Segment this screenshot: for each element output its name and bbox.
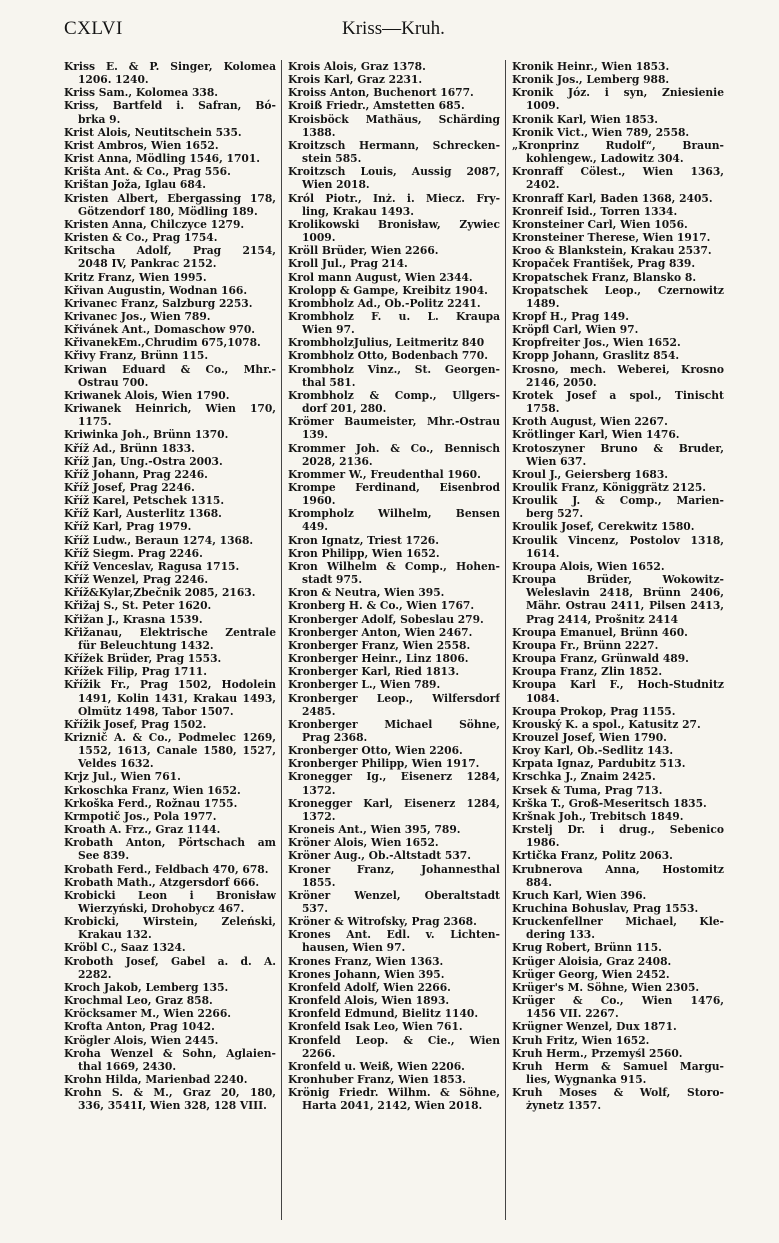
entry-continuation-line: Wien 637. [526, 454, 587, 468]
directory-entry-line: Kroupa Prokop, Prag 1155. [512, 704, 676, 718]
directory-entry-line: Krobicki, Wirstein, Zeleński, [64, 915, 276, 929]
directory-entry-line: Krug Robert, Brünn 115. [512, 941, 662, 955]
column-divider [281, 60, 282, 1220]
directory-entry-line: Kronegger Karl, Eisenerz 1284, [288, 796, 500, 810]
directory-entry-line: Kronberger Anton, Wien 2467. [288, 625, 473, 639]
directory-entry-line: Krofta Anton, Prag 1042. [64, 1020, 215, 1034]
directory-entry-line: Kříž Ludw., Beraun 1274, 1368. [64, 533, 254, 547]
directory-entry-line: Krist Alois, Neutitschein 535. [64, 125, 242, 139]
directory-entry-line: Křížik Josef, Prag 1502. [64, 717, 207, 731]
directory-entry-line: Kriwanek Alois, Wien 1790. [64, 388, 230, 402]
entry-continuation-line: Wien 2018. [302, 178, 370, 192]
directory-entry-line: Kroulik Franz, Königgrätz 2125. [512, 481, 707, 494]
entry-continuation-line: See 839. [78, 849, 130, 863]
directory-entry-line: Kříž Siegm. Prag 2246. [64, 546, 203, 560]
directory-entry-line: Kron & Neutra, Wien 395. [288, 586, 445, 600]
directory-entry-line: Kroha Wenzel & Sohn, Aglaien- [64, 1046, 276, 1060]
column-3 [512, 60, 724, 1220]
directory-entry-line: Krobath Ferd., Feldbach 470, 678. [64, 862, 269, 876]
directory-entry-line: Kroupa Emanuel, Brünn 460. [512, 625, 688, 639]
directory-entry-line: Krpata Ignaz, Pardubitz 513. [512, 757, 686, 771]
directory-columns [64, 60, 739, 1220]
directory-entry-line: Kroner Franz, Johannesthal [288, 862, 500, 876]
page-header [64, 18, 734, 44]
directory-entry-line: Kříž Karel, Petschek 1315. [64, 494, 225, 508]
directory-entry-line: Kronberger Karl, Ried 1813. [288, 665, 460, 679]
directory-entry-line: Kron Wilhelm & Comp., Hohen- [288, 559, 500, 573]
entry-continuation-line: 1855. [302, 875, 336, 889]
directory-entry-line: Křivan Augustin, Wodnan 166. [64, 283, 248, 297]
directory-entry-line: Kronsteiner Therese, Wien 1917. [512, 231, 711, 245]
entry-continuation-line: brka 9. [78, 112, 121, 126]
directory-entry-line: Krist Ambros, Wien 1652. [64, 138, 219, 152]
entry-continuation-line: 1986. [526, 836, 560, 850]
directory-entry-line: Krohn S. & M., Graz 20, 180, [64, 1086, 276, 1100]
directory-entry-line: Kronik Józ. i syn, Zniesienie [512, 86, 724, 100]
directory-entry-line: Krötlinger Karl, Wien 1476. [512, 428, 680, 442]
directory-entry-line: Kröbl C., Saaz 1324. [64, 941, 186, 955]
directory-entry-line: KrombholzJulius, Leitmeritz 840 [288, 336, 485, 350]
entry-continuation-line: dorf 201, 280. [302, 402, 387, 416]
entry-continuation-line: ling, Krakau 1493. [302, 204, 414, 218]
directory-entry-line: Kruh Herm., Przemyśl 2560. [512, 1046, 683, 1060]
directory-entry-line: Krois Karl, Graz 2231. [288, 73, 423, 87]
entry-continuation-line: 1552, 1613, Canale 1580, 1527, [78, 744, 276, 758]
directory-entry-line: Krones Johann, Wien 395. [288, 967, 445, 981]
directory-entry-line: Krivanec Franz, Salzburg 2253. [64, 296, 253, 310]
directory-entry-line: Kronik Karl, Wien 1853. [512, 112, 658, 126]
entry-continuation-line: 1009. [302, 231, 336, 245]
directory-entry-line: Kronberger L., Wien 789. [288, 678, 441, 692]
directory-entry-line: Kronik Jos., Lemberg 988. [512, 73, 670, 87]
directory-entry-line: Krotek Josef a spol., Tinischt [512, 388, 724, 402]
entry-continuation-line: 1009. [526, 99, 560, 113]
directory-entry-line: Kronberger Leop., Wilfersdorf [288, 691, 500, 705]
entry-continuation-line: 1372. [302, 809, 336, 823]
directory-entry-line: Kropfreiter Jos., Wien 1652. [512, 336, 681, 350]
directory-entry-line: Kriwinka Joh., Brünn 1370. [64, 428, 229, 442]
entry-continuation-line: 1491, Kolin 1431, Krakau 1493, [78, 691, 276, 705]
directory-entry-line: Krömer Baumeister, Mhr.-Ostrau [288, 415, 500, 429]
directory-entry-line: Krsek & Tuma, Prag 713. [512, 783, 663, 797]
entry-continuation-line: Prag 2368. [302, 730, 368, 744]
directory-entry-line: Křižaj S., St. Peter 1620. [64, 599, 212, 613]
entry-continuation-line: Götzendorf 180, Mödling 189. [78, 204, 258, 218]
entry-continuation-line: Weleslavin 2418, Brünn 2406, [526, 586, 724, 600]
directory-entry-line: Kronfeld Adolf, Wien 2266. [288, 980, 451, 994]
entry-continuation-line: 2402. [526, 178, 560, 192]
directory-entry-line: Kroupa Fr., Brünn 2227. [512, 638, 659, 652]
directory-entry-line: Kriwanek Heinrich, Wien 170, [64, 402, 276, 416]
directory-entry-line: Krška T., Groß-Meseritsch 1835. [512, 796, 707, 810]
directory-entry-line: Kronsteiner Carl, Wien 1056. [512, 217, 688, 231]
entry-continuation-line: dering 133. [526, 928, 595, 942]
directory-entry-line: Kronberger Michael Söhne, [288, 717, 500, 731]
entry-continuation-line: stadt 975. [302, 573, 363, 587]
directory-entry-line: „Kronprinz Rudolf“, Braun- [512, 138, 724, 152]
directory-entry-line: Kruchina Bohuslav, Prag 1553. [512, 902, 699, 915]
directory-entry-line: Kronfeld Isak Leo, Wien 761. [288, 1020, 463, 1034]
directory-entry-line: Krišta Ant. & Co., Prag 556. [64, 165, 231, 179]
directory-entry-line: Krombholz Vinz., St. Georgen- [288, 362, 500, 376]
directory-entry-line: Kronhuber Franz, Wien 1853. [288, 1073, 466, 1087]
directory-entry-line: Krüger's M. Söhne, Wien 2305. [512, 980, 700, 994]
directory-entry-line: Kronraff Cölest., Wien 1363, [512, 165, 724, 179]
entry-continuation-line: 2146, 2050. [526, 375, 597, 389]
directory-entry-line: Krouzel Josef, Wien 1790. [512, 730, 667, 744]
entry-continuation-line: 1758. [526, 402, 560, 416]
directory-entry-line: Krolikowski Bronisław, Zywiec [288, 217, 500, 231]
directory-entry-line: Kropatschek Leop., Czernowitz [512, 283, 724, 297]
entry-continuation-line: 449. [302, 520, 329, 534]
entry-continuation-line: 537. [302, 902, 329, 915]
directory-entry-line: Křížik Fr., Prag 1502, Hodolein [64, 678, 276, 692]
directory-entry-line: Kronreif Isid., Torren 1334. [512, 204, 678, 218]
directory-entry-line: Kroath A. Frz., Graz 1144. [64, 823, 221, 837]
entry-continuation-line: Ostrau 700. [78, 375, 149, 389]
directory-entry-line: Krompe Ferdinand, Eisenbrod [288, 481, 500, 494]
directory-entry-line: Kronik Vict., Wien 789, 2558. [512, 125, 690, 139]
directory-entry-line: Król Piotr., Inż. i. Miecz. Fry- [288, 191, 500, 205]
directory-entry-line: Krjz Jul., Wien 761. [64, 770, 181, 784]
directory-entry-line: KřivanekEm.,Chrudim 675,1078. [64, 336, 261, 350]
entry-continuation-line: 2282. [78, 967, 112, 981]
directory-entry-line: Kříž Karl, Prag 1979. [64, 520, 192, 534]
directory-entry-line: Kříž Karl, Austerlitz 1368. [64, 507, 222, 521]
column-2 [288, 60, 500, 1220]
directory-entry-line: Krombholz & Comp., Ullgers- [288, 388, 500, 402]
directory-entry-line: Křižan J., Krasna 1539. [64, 612, 203, 626]
directory-entry-line: Krištan Joža, Iglau 684. [64, 178, 206, 192]
directory-entry-line: Kruckenfellner Michael, Kle- [512, 915, 724, 929]
column-divider [505, 60, 506, 1220]
entry-continuation-line: 1206. 1240. [78, 73, 149, 87]
directory-entry-line: Krivanec Jos., Wien 789. [64, 309, 211, 323]
directory-entry-line: Krouský K. a spol., Katusitz 27. [512, 717, 701, 731]
directory-entry-line: Kroiß Friedr., Amstetten 685. [288, 99, 465, 113]
directory-entry-line: Kroth August, Wien 2267. [512, 415, 668, 429]
directory-entry-line: Kropf H., Prag 149. [512, 309, 629, 323]
directory-entry-line: Kruch Karl, Wien 396. [512, 888, 647, 902]
directory-entry-line: Kroch Jakob, Lemberg 135. [64, 980, 229, 994]
directory-entry-line: Křižanau, Elektrische Zentrale [64, 625, 276, 639]
entry-continuation-line: 1614. [526, 546, 560, 560]
page-number: CXLVI [64, 18, 123, 39]
entry-continuation-line: Wien 97. [302, 323, 355, 337]
directory-entry-line: Kronfeld Edmund, Bielitz 1140. [288, 1007, 479, 1021]
running-head: Kriss—Kruh. [342, 18, 445, 39]
directory-entry-line: Krkoška Ferd., Rožnau 1755. [64, 796, 238, 810]
entry-continuation-line: 1175. [78, 415, 112, 429]
directory-entry-line: Kroiss Anton, Buchenort 1677. [288, 86, 474, 100]
directory-entry-line: Krobath Math., Atzgersdorf 666. [64, 875, 260, 889]
directory-entry-line: Krochmal Leo, Graz 858. [64, 994, 213, 1008]
directory-entry-line: Kruh Herm & Samuel Margu- [512, 1059, 724, 1073]
directory-entry-line: Krombholz Ad., Ob.-Politz 2241. [288, 296, 481, 310]
directory-entry-line: Kroupa Franz, Grünwald 489. [512, 652, 689, 666]
directory-entry-line: Krkoschka Franz, Wien 1652. [64, 783, 241, 797]
directory-entry-line: Kříž Josef, Prag 2246. [64, 481, 195, 494]
directory-entry-line: Kröner Wenzel, Oberaltstadt [288, 888, 500, 902]
entry-continuation-line: kohlengew., Ladowitz 304. [526, 152, 684, 166]
entry-continuation-line: thal 581. [302, 375, 356, 389]
directory-entry-line: Krommer Joh. & Co., Bennisch [288, 441, 500, 455]
directory-entry-line: Křivy Franz, Brünn 115. [64, 349, 209, 363]
directory-entry-line: Kroy Karl, Ob.-Sedlitz 143. [512, 744, 674, 758]
directory-entry-line: Krones Ant. Edl. v. Lichten- [288, 928, 500, 942]
directory-entry-line: Krombholz F. u. L. Kraupa [288, 309, 500, 323]
directory-entry-line: Krobicki Leon i Bronisław [64, 888, 276, 902]
directory-entry-line: Krtička Franz, Politz 2063. [512, 849, 673, 863]
directory-entry-line: Kříž&Kylar,Zbečnik 2085, 2163. [64, 586, 256, 600]
directory-entry-line: Krmpotič Jos., Pola 1977. [64, 809, 217, 823]
directory-entry-line: Kröner & Witrofsky, Prag 2368. [288, 915, 477, 929]
entry-continuation-line: thal 1669, 2430. [78, 1059, 177, 1073]
directory-entry-line: Kronberger Adolf, Sobeslau 279. [288, 612, 484, 626]
directory-entry-line: Křivánek Ant., Domaschow 970. [64, 323, 255, 337]
directory-entry-line: Kron Philipp, Wien 1652. [288, 546, 440, 560]
entry-continuation-line: 884. [526, 875, 553, 889]
directory-entry-line: Kröner Aug., Ob.-Altstadt 537. [288, 849, 471, 863]
column-1 [64, 60, 276, 1220]
directory-entry-line: Kroupa Karl F., Hoch-Studnitz [512, 678, 724, 692]
directory-entry-line: Kroo & Blankstein, Krakau 2537. [512, 244, 712, 258]
directory-entry-line: Křížek Filip, Prag 1711. [64, 665, 207, 679]
directory-entry-line: Kröcksamer M., Wien 2266. [64, 1007, 231, 1021]
entry-continuation-line: stein 585. [302, 152, 362, 166]
directory-entry-line: Kröpfl Carl, Wien 97. [512, 323, 639, 337]
directory-entry-line: Kroitzsch Louis, Aussig 2087, [288, 165, 500, 179]
directory-entry-line: Krommer W., Freudenthal 1960. [288, 467, 481, 481]
directory-entry-line: Kronfeld u. Weiß, Wien 2206. [288, 1059, 465, 1073]
entry-continuation-line: żynetz 1357. [526, 1099, 602, 1113]
directory-entry-line: Kronberg H. & Co., Wien 1767. [288, 599, 475, 613]
directory-entry-line: Kröll Brüder, Wien 2266. [288, 244, 439, 258]
directory-entry-line: Kriznič A. & Co., Podmelec 1269, [64, 730, 276, 744]
directory-entry-line: Kruh Moses & Wolf, Storo- [512, 1086, 724, 1100]
entry-continuation-line: Olmütz 1498, Tabor 1507. [78, 704, 234, 718]
entry-continuation-line: für Beleuchtung 1432. [78, 638, 214, 652]
directory-entry-line: Kronberger Heinr., Linz 1806. [288, 652, 469, 666]
directory-entry-line: Krögler Alois, Wien 2445. [64, 1033, 219, 1047]
entry-continuation-line: 336, 3541I, Wien 328, 128 VIII. [78, 1099, 267, 1113]
directory-entry-line: Kröner Alois, Wien 1652. [288, 836, 439, 850]
entry-continuation-line: Krakau 132. [78, 928, 152, 942]
directory-entry-line: Kropatschek Franz, Blansko 8. [512, 270, 697, 284]
directory-entry-line: Kristen Anna, Chilczyce 1279. [64, 217, 245, 231]
directory-entry-line: Kříž Wenzel, Prag 2246. [64, 573, 209, 587]
directory-entry-line: Kroll Jul., Prag 214. [288, 257, 408, 271]
directory-entry-line: Kronraff Karl, Baden 1368, 2405. [512, 191, 713, 205]
entry-continuation-line: Wierzyński, Drohobycz 467. [78, 902, 245, 915]
entry-continuation-line: 1456 VII. 2267. [526, 1007, 619, 1021]
directory-entry-line: Kroitzsch Hermann, Schrecken- [288, 138, 500, 152]
directory-entry-line: Krist Anna, Mödling 1546, 1701. [64, 152, 261, 166]
directory-entry-line: Kronik Heinr., Wien 1853. [512, 60, 670, 73]
directory-entry-line: Kříž Jan, Ung.-Ostra 2003. [64, 454, 223, 468]
directory-entry-line: Krotoszyner Bruno & Bruder, [512, 441, 724, 455]
directory-entry-line: Kroboth Josef, Gabel a. d. A. [64, 954, 276, 968]
directory-entry-line: Kroulik Josef, Cerekwitz 1580. [512, 520, 695, 534]
entry-continuation-line: Veldes 1632. [78, 757, 154, 771]
entry-continuation-line: lies, Wygnanka 915. [526, 1073, 647, 1087]
entry-continuation-line: hausen, Wien 97. [302, 941, 406, 955]
directory-entry-line: Kristen Albert, Ebergassing 178, [64, 191, 276, 205]
directory-entry-line: Kritz Franz, Wien 1995. [64, 270, 207, 284]
entry-continuation-line: Harta 2041, 2142, Wien 2018. [302, 1099, 483, 1113]
directory-entry-line: Kroupa Brüder, Wokowitz- [512, 573, 724, 587]
directory-entry-line: Kropp Johann, Graslitz 854. [512, 349, 680, 363]
directory-entry-line: Kříž Johann, Prag 2246. [64, 467, 208, 481]
directory-entry-line: Krüger Georg, Wien 2452. [512, 967, 670, 981]
directory-entry-line: Krompholz Wilhelm, Bensen [288, 507, 500, 521]
directory-entry-line: Kropaček František, Prag 839. [512, 257, 696, 271]
entry-continuation-line: 1960. [302, 494, 336, 508]
directory-entry-line: Kriss Sam., Kolomea 338. [64, 86, 219, 100]
entry-continuation-line: Prag 2414, Prošnitz 2414 [526, 612, 679, 626]
directory-entry-line: Krombholz Otto, Bodenbach 770. [288, 349, 488, 363]
directory-entry-line: Krolopp & Gampe, Kreibitz 1904. [288, 283, 488, 297]
entry-continuation-line: 1489. [526, 296, 560, 310]
directory-entry-line: Křížek Brüder, Prag 1553. [64, 652, 222, 666]
directory-entry-line: Kronfeld Leop. & Cie., Wien [288, 1033, 500, 1047]
directory-entry-line: Krüger & Co., Wien 1476, [512, 994, 724, 1008]
entry-continuation-line: 1388. [302, 125, 336, 139]
directory-entry-line: Kroisböck Mathäus, Schärding [288, 112, 500, 126]
directory-entry-line: Kruh Fritz, Wien 1652. [512, 1033, 650, 1047]
directory-entry-line: Kroupa Alois, Wien 1652. [512, 559, 665, 573]
directory-entry-line: Kriss E. & P. Singer, Kolomea [64, 60, 276, 73]
directory-entry-line: Kristen & Co., Prag 1754. [64, 231, 218, 245]
directory-entry-line: Krois Alois, Graz 1378. [288, 60, 426, 73]
directory-entry-line: Krones Franz, Wien 1363. [288, 954, 444, 968]
entry-continuation-line: 2028, 2136. [302, 454, 373, 468]
directory-entry-line: Krobath Anton, Pörtschach am [64, 836, 276, 850]
entry-continuation-line: 1372. [302, 783, 336, 797]
directory-entry-line: Kříž Venceslav, Ragusa 1715. [64, 559, 240, 573]
entry-continuation-line: 139. [302, 428, 329, 442]
directory-entry-line: Kriwan Eduard & Co., Mhr.- [64, 362, 276, 376]
entry-continuation-line: 1084. [526, 691, 560, 705]
directory-entry-line: Krügner Wenzel, Dux 1871. [512, 1020, 677, 1034]
directory-entry-line: Kroulik J. & Comp., Marien- [512, 494, 724, 508]
directory-entry-line: Krönig Friedr. Wilhm. & Söhne, [288, 1086, 500, 1100]
entry-continuation-line: 2048 IV, Pankrac 2152. [78, 257, 217, 271]
directory-entry-line: Kronfeld Alois, Wien 1893. [288, 994, 450, 1008]
directory-entry-line: Krschka J., Znaim 2425. [512, 770, 656, 784]
directory-entry-line: Krol mann August, Wien 2344. [288, 270, 473, 284]
directory-entry-line: Kroulik Vincenz, Postolov 1318, [512, 533, 724, 547]
directory-entry-line: Kroneis Ant., Wien 395, 789. [288, 823, 461, 837]
directory-entry-line: Krstelj Dr. i drug., Sebenico [512, 823, 724, 837]
entry-continuation-line: berg 527. [526, 507, 584, 521]
entry-continuation-line: 2485. [302, 704, 336, 718]
directory-entry-line: Krubnerova Anna, Hostomitz [512, 862, 724, 876]
directory-entry-line: Krohn Hilda, Marienbad 2240. [64, 1073, 248, 1087]
directory-entry-line: Kron Ignatz, Triest 1726. [288, 533, 439, 547]
directory-entry-line: Kroul J., Geiersberg 1683. [512, 467, 668, 481]
directory-entry-line: Krüger Aloisia, Graz 2408. [512, 954, 672, 968]
entry-continuation-line: 2266. [302, 1046, 336, 1060]
directory-entry-line: Krosno, mech. Weberei, Krosno [512, 362, 724, 376]
entry-continuation-line: Mähr. Ostrau 2411, Pilsen 2413, [526, 599, 724, 613]
directory-entry-line: Kroupa Franz, Zlin 1852. [512, 665, 663, 679]
directory-entry-line: Kronberger Otto, Wien 2206. [288, 744, 463, 758]
directory-entry-line: Kříž Ad., Brünn 1833. [64, 441, 195, 455]
directory-entry-line: Kriss, Bartfeld i. Safran, Bó- [64, 99, 276, 113]
directory-entry-line: Kršnak Joh., Trebitsch 1849. [512, 809, 684, 823]
directory-entry-line: Kritscha Adolf, Prag 2154, [64, 244, 276, 258]
directory-entry-line: Kronberger Franz, Wien 2558. [288, 638, 471, 652]
directory-entry-line: Kronegger Ig., Eisenerz 1284, [288, 770, 500, 784]
directory-entry-line: Kronberger Philipp, Wien 1917. [288, 757, 480, 771]
